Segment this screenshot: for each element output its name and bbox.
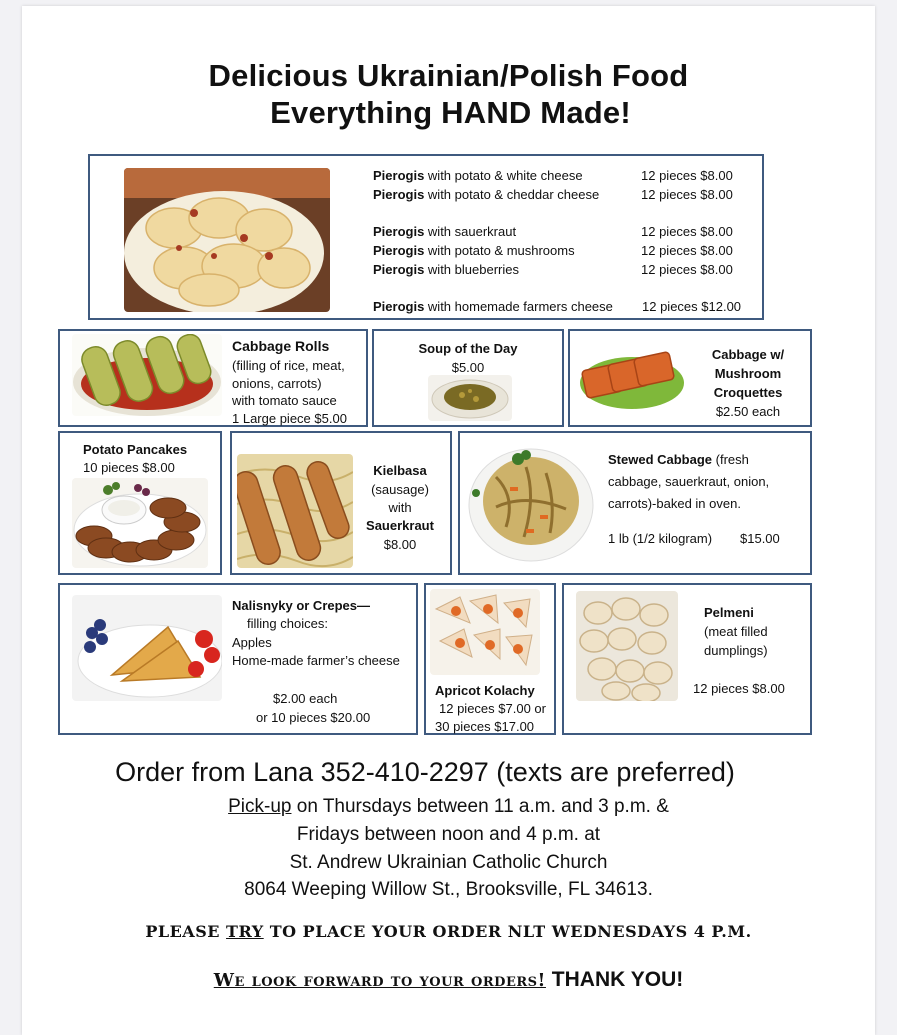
pierogi-price: 12 pieces $12.00 <box>642 299 742 314</box>
crepes-photo <box>72 595 222 701</box>
crepes-filling: Apples <box>232 635 272 650</box>
soup-box <box>372 329 564 427</box>
crepes-box <box>58 583 418 735</box>
page-title: Delicious Ukrainian/Polish Food <box>208 58 689 93</box>
order-deadline-notice: PLEASE TRY TO PLACE YOUR ORDER NLT WEDNESDAYS 4 P.M. <box>145 922 752 941</box>
potato-pancakes-photo <box>72 478 208 568</box>
kolachy-price: 30 pieces $17.00 <box>435 719 535 734</box>
pickup-line: Pick-up on Thursdays between 11 a.m. and 3 p.m. & <box>228 796 669 817</box>
crepes-name: Nalisnyky or Crepes— <box>232 598 371 613</box>
kielbasa-desc: with <box>388 500 412 515</box>
pickup-location: St. Andrew Ukrainian Catholic Church <box>289 852 608 873</box>
pelmeni-price: 12 pieces $8.00 <box>693 681 785 696</box>
pierogi-price: 12 pieces $8.00 <box>641 262 733 277</box>
pickup-days: Fridays between noon and 4 p.m. at <box>296 824 601 845</box>
soup-price: $5.00 <box>451 360 485 375</box>
croquettes-name: Mushroom <box>714 366 782 381</box>
pierogi-item: Pierogis with potato & white cheese <box>373 168 583 183</box>
crepes-filling: Home-made farmer’s cheese <box>232 653 400 668</box>
pierogi-price: 12 pieces $8.00 <box>641 187 733 202</box>
kolachy-photo <box>430 589 540 675</box>
kielbasa-price: $8.00 <box>383 537 417 552</box>
pierogi-price: 12 pieces $8.00 <box>641 168 733 183</box>
pelmeni-box <box>562 583 812 735</box>
potato-pancakes-name: Potato Pancakes <box>83 442 188 457</box>
stewed-cabbage-desc: cabbage, sauerkraut, onion, <box>608 474 770 489</box>
cabbage-rolls-price: 1 Large piece $5.00 <box>232 411 347 426</box>
pelmeni-desc: dumplings) <box>704 643 768 658</box>
pierogi-photo <box>124 168 330 312</box>
kielbasa-box <box>230 431 452 575</box>
pierogi-item: Pierogis with homemade farmers cheese <box>373 299 613 314</box>
croquettes-box <box>568 329 812 427</box>
pierogi-item: Pierogis with potato & cheddar cheese <box>373 187 600 202</box>
pierogi-price: 12 pieces $8.00 <box>641 243 733 258</box>
pierogi-item: Pierogis with blueberries <box>373 262 519 277</box>
stewed-cabbage-photo <box>466 437 596 567</box>
soup-photo <box>428 375 512 421</box>
cabbage-rolls-name: Cabbage Rolls <box>232 338 330 354</box>
pelmeni-name: Pelmeni <box>704 605 754 620</box>
kolachy-price: 12 pieces $7.00 or <box>439 701 546 716</box>
soup-name: Soup of the Day <box>418 341 518 356</box>
croquettes-name: Cabbage w/ <box>711 347 785 362</box>
cabbage-rolls-desc: onions, carrots) <box>232 376 322 391</box>
croquettes-name: Croquettes <box>713 385 783 400</box>
stewed-cabbage-desc: carrots)-baked in oven. <box>608 496 741 511</box>
stewed-cabbage-box <box>458 431 812 575</box>
pierogi-item: Pierogis with sauerkraut <box>373 224 517 239</box>
pierogi-box <box>88 154 764 320</box>
kielbasa-desc: Sauerkraut <box>366 518 434 533</box>
croquettes-photo <box>578 343 686 413</box>
pierogi-price: 12 pieces $8.00 <box>641 224 733 239</box>
kielbasa-name: Kielbasa <box>373 463 427 478</box>
cabbage-rolls-desc: with tomato sauce <box>232 393 337 408</box>
kolachy-name: Apricot Kolachy <box>435 683 535 698</box>
crepes-price: $2.00 each <box>273 691 338 706</box>
cabbage-rolls-photo <box>72 334 222 416</box>
kolachy-box <box>424 583 556 735</box>
stewed-cabbage-name: Stewed Cabbage (fresh <box>608 452 749 467</box>
pickup-address: 8064 Weeping Willow St., Brooksville, FL 34613. <box>244 879 653 900</box>
potato-pancakes-box <box>58 431 222 575</box>
stewed-cabbage-weight: 1 lb (1/2 kilogram) <box>608 531 713 546</box>
potato-pancakes-price: 10 pieces $8.00 <box>83 460 175 475</box>
stewed-cabbage-price: $15.00 <box>740 531 780 546</box>
order-contact: Order from Lana 352-410-2297 (texts are preferred) <box>115 757 735 787</box>
pelmeni-photo <box>576 591 678 701</box>
cabbage-rolls-box <box>58 329 368 427</box>
croquettes-price: $2.50 each <box>715 404 781 419</box>
crepes-price: or 10 pieces $20.00 <box>256 710 371 725</box>
kielbasa-photo <box>237 454 353 568</box>
page-subtitle: Everything HAND Made! <box>270 95 631 130</box>
pierogi-item: Pierogis with potato & mushrooms <box>373 243 575 258</box>
pelmeni-desc: (meat filled <box>704 624 768 639</box>
cabbage-rolls-desc: (filling of rice, meat, <box>232 358 345 373</box>
kielbasa-desc: (sausage) <box>371 482 429 497</box>
closing-line: We look forward to your orders! THANK YOU! <box>213 968 684 991</box>
crepes-desc: filling choices: <box>247 616 328 631</box>
